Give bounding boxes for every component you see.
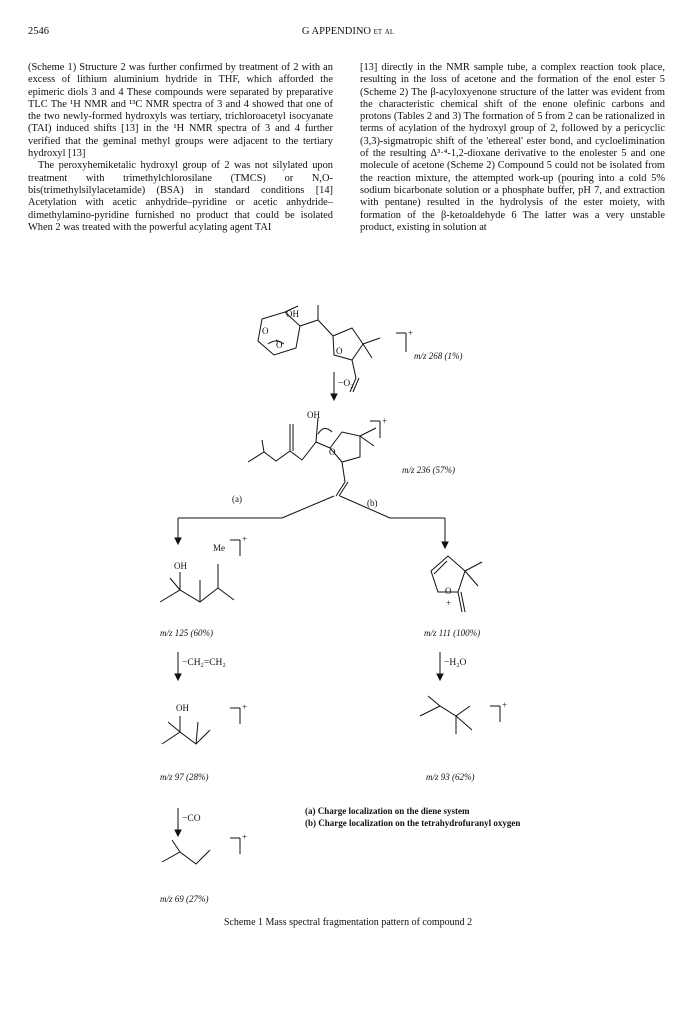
ion-label-236: m/z 236 (57%) <box>402 465 455 475</box>
structure-97 <box>162 708 240 744</box>
ion-label-111: m/z 111 (100%) <box>424 628 481 638</box>
atom-label-o: O <box>329 447 336 457</box>
radical-cation-sign: + <box>408 328 414 338</box>
legend-path-b: (b) Charge localization on the tetrahydrofuranyl oxygen <box>305 818 521 828</box>
atom-label-me: Me <box>213 543 225 553</box>
structure-69 <box>162 838 240 864</box>
radical-cation-sign: + <box>242 702 248 712</box>
positive-charge-sign: + <box>446 598 452 608</box>
scheme-caption: Scheme 1 Mass spectral fragmentation pattern of compound 2 <box>223 917 473 928</box>
atom-label-o: O <box>262 326 269 336</box>
paragraph: (Scheme 1) Structure 2 was further confirmed by treatment of 2 with an excess of lithium aluminium hydride in THF, which afforded the epimeric diols 3 and 4 These compounds were separated by preparative TLC The ¹H NMR and ¹³C NMR spectra of 3 and 4 showed that one of the two newly-formed hydroxyls was tertiary, trichloroacetyl isocyanate (TAI) induced shifts [13] in the ¹H NMR spectra of 3 and 4 further verified that the geminal methyl groups were adjacent to the tertiary hydroxyl [13] <box>28 62 333 160</box>
loss-label-ethylene: −CH₂=CH₂ <box>182 658 226 668</box>
structure-236 <box>248 418 380 496</box>
ion-label-69: m/z 69 (27%) <box>160 894 209 904</box>
page-number: 2546 <box>28 26 49 37</box>
radical-cation-sign: + <box>382 416 388 426</box>
loss-label-o2: −O₂ <box>338 379 354 389</box>
radical-cation-sign: + <box>242 534 248 544</box>
atom-label-o: O <box>276 340 283 350</box>
loss-label-water: −H₂O <box>444 658 467 668</box>
structure-93 <box>420 696 500 734</box>
ion-label-125: m/z 125 (60%) <box>160 628 213 638</box>
structure-125 <box>160 540 240 602</box>
atom-label-oh: OH <box>286 309 299 319</box>
structure-111 <box>431 556 482 612</box>
atom-label-o: O <box>445 586 452 596</box>
loss-label-co: −CO <box>182 814 201 824</box>
ion-label-268: m/z 268 (1%) <box>414 351 463 361</box>
paragraph: [13] directly in the NMR sample tube, a complex reaction took place, resulting in the loss of acetone and the formation of the enol ester 5 (Scheme 2) The β-acyloxyenone structure of the latter was evident from the characteristic chemical shift of the enone olefinic carbons and protons (Tables 2 and 3) The formation of 5 from 2 can be rationalized in terms of acylation of the hydroxyl group of 2, followed by a pericyclic (3,3)-sigmatropic shift of the 'ethereal' ester bond, and cycloelimination of the resulting Δ³·⁴-1,2-dioxane derivative to the enolester 5 and one molecule of acetone (Scheme 2) Compound 5 could not be isolated from the reaction mixture, the attempted work-up (pouring into a cold 5% sodium bicarbonate solution or a phosphate buffer, pH 7, and extraction with pentane) resulted in the hydrolysis of the ester moiety, with formation of the β-ketoaldehyde 6 The latter was a very unstable product, existing in solution at <box>360 62 665 233</box>
atom-label-oh: OH <box>174 561 187 571</box>
running-title: G APPENDINO et al <box>301 26 395 37</box>
radical-cation-sign: + <box>502 700 508 710</box>
paragraph: The peroxyhemiketalic hydroxyl group of 2 was not silylated upon treatment with trimethylchlorosilane (TMCS) or N,O-bis(trimethylsilylacetamide) (BSA) in standard conditions [14] Acetylation with acetic anhydride–pyridine or acetic anhydride–dimethylamino-pyridine furnished no product that could be isolated When 2 was treated with the powerful acylating agent TAI <box>28 160 333 233</box>
atom-label-oh: OH <box>307 410 320 420</box>
radical-cation-sign: + <box>242 832 248 842</box>
atom-label-oh: OH <box>176 703 189 713</box>
ion-label-97: m/z 97 (28%) <box>160 772 209 782</box>
legend-path-a: (a) Charge localization on the diene system <box>305 806 470 816</box>
path-label-b: (b) <box>367 498 378 508</box>
ion-label-93: m/z 93 (62%) <box>426 772 475 782</box>
path-label-a: (a) <box>232 494 242 504</box>
atom-label-o: O <box>336 346 343 356</box>
